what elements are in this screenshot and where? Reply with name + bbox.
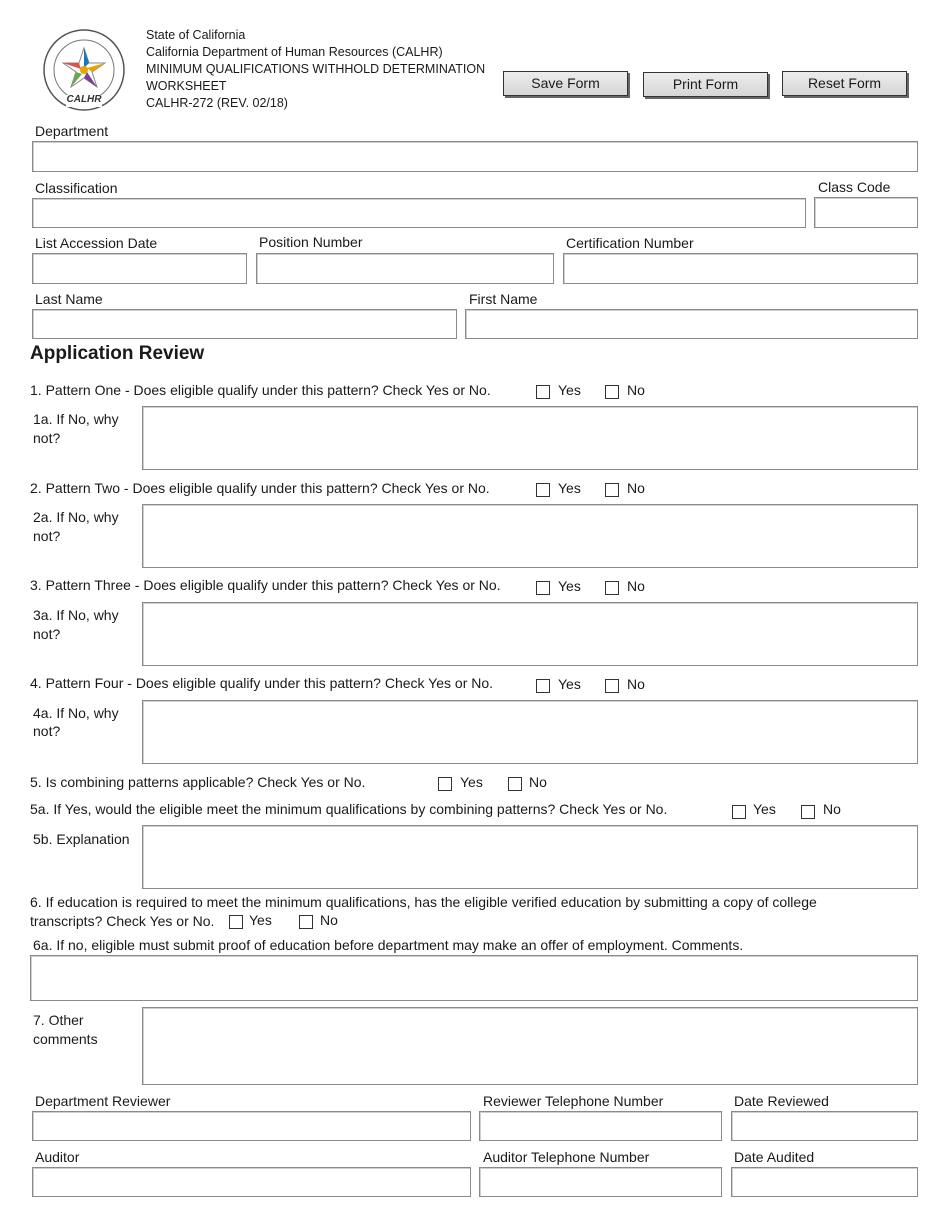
q1-text: 1. Pattern One - Does eligible qualify under this pattern? Check Yes or No. [30, 382, 491, 398]
certification-number-label: Certification Number [566, 235, 694, 251]
q7-label: 7. Other [33, 1012, 84, 1028]
department-field[interactable] [32, 141, 918, 172]
q6-text-2: transcripts? Check Yes or No. [30, 913, 215, 929]
q5-text: 5. Is combining patterns applicable? Check Yes or No. [30, 774, 366, 790]
q7-label-2: comments [33, 1031, 98, 1047]
q4-yes-label: Yes [558, 676, 581, 692]
date-reviewed-field[interactable] [731, 1111, 918, 1141]
q2-yes-label: Yes [558, 480, 581, 496]
position-number-label: Position Number [259, 234, 363, 250]
q1a-label-2: not? [33, 430, 61, 446]
logo-abbrev: CALHR [66, 94, 102, 105]
q2-text: 2. Pattern Two - Does eligible qualify under this pattern? Check Yes or No. [30, 480, 490, 496]
certification-number-field[interactable] [563, 253, 918, 284]
q4-no-checkbox[interactable] [605, 679, 619, 693]
list-accession-date-label: List Accession Date [35, 235, 158, 251]
q4a-field[interactable] [142, 700, 918, 764]
q3a-label: 3a. If No, why [33, 607, 119, 623]
header-form-number: CALHR-272 (REV. 02/18) [146, 96, 288, 110]
q5-yes-label: Yes [460, 774, 483, 790]
q5a-no-label: No [823, 801, 841, 817]
logo-ring-text [40, 16, 128, 17]
q1a-label: 1a. If No, why [33, 411, 119, 427]
q2-no-label: No [627, 480, 645, 496]
q2a-label: 2a. If No, why [33, 509, 119, 525]
print-form-button[interactable]: Print Form [643, 72, 768, 97]
auditor-phone-field[interactable] [479, 1167, 722, 1197]
q5-no-checkbox[interactable] [508, 777, 522, 791]
q7-field[interactable] [142, 1007, 918, 1085]
q4-text: 4. Pattern Four - Does eligible qualify under this pattern? Check Yes or No. [30, 675, 494, 691]
q6a-field[interactable] [30, 955, 918, 1001]
q2-yes-checkbox[interactable] [536, 483, 550, 497]
auditor-label: Auditor [35, 1149, 80, 1165]
header-department: California Department of Human Resources (CALHR) [146, 45, 443, 59]
list-accession-date-field[interactable] [32, 253, 247, 284]
q6-text: 6. If education is required to meet the minimum qualifications, has the eligible verified education by submitting a copy of college [30, 894, 817, 910]
q2a-label-2: not? [33, 528, 61, 544]
last-name-label: Last Name [35, 291, 103, 307]
date-reviewed-label: Date Reviewed [734, 1093, 829, 1109]
q1-yes-checkbox[interactable] [536, 385, 550, 399]
q1-no-checkbox[interactable] [605, 385, 619, 399]
reset-form-button[interactable]: Reset Form [782, 71, 907, 96]
classification-label: Classification [35, 180, 118, 196]
department-reviewer-field[interactable] [32, 1111, 471, 1141]
q3-no-label: No [627, 578, 645, 594]
q5b-label: 5b. Explanation [33, 831, 130, 847]
q3-yes-checkbox[interactable] [536, 581, 550, 595]
q3-yes-label: Yes [558, 578, 581, 594]
last-name-field[interactable] [32, 309, 457, 339]
q3-text: 3. Pattern Three - Does eligible qualify under this pattern? Check Yes or No. [30, 577, 501, 593]
first-name-label: First Name [469, 291, 538, 307]
q6-yes-label: Yes [249, 912, 272, 928]
auditor-phone-label: Auditor Telephone Number [483, 1149, 650, 1165]
first-name-field[interactable] [465, 309, 918, 339]
section-title: Application Review [30, 343, 205, 364]
department-reviewer-label: Department Reviewer [35, 1093, 171, 1109]
q4-yes-checkbox[interactable] [536, 679, 550, 693]
q6-no-label: No [320, 912, 338, 928]
calhr-logo [40, 28, 128, 114]
department-label: Department [35, 123, 109, 139]
q2-no-checkbox[interactable] [605, 483, 619, 497]
q4a-label: 4a. If No, why [33, 705, 119, 721]
q5b-field[interactable] [142, 825, 918, 889]
q2a-field[interactable] [142, 504, 918, 568]
date-audited-field[interactable] [731, 1167, 918, 1197]
header-form-title: MINIMUM QUALIFICATIONS WITHHOLD DETERMINATION [146, 62, 486, 76]
auditor-field[interactable] [32, 1167, 471, 1197]
q5a-text: 5a. If Yes, would the eligible meet the minimum qualifications by combining patterns? Check Yes or No. [30, 801, 668, 817]
class-code-field[interactable] [814, 197, 918, 228]
q5-no-label: No [529, 774, 547, 790]
q5a-yes-checkbox[interactable] [732, 805, 746, 819]
q3a-field[interactable] [142, 602, 918, 666]
q6a-text: 6a. If no, eligible must submit proof of education before department may make an offer of employment. Comments. [33, 937, 744, 953]
q1-no-label: No [627, 382, 645, 398]
q3a-label-2: not? [33, 626, 61, 642]
q6-no-checkbox[interactable] [299, 915, 313, 929]
q5a-no-checkbox[interactable] [801, 805, 815, 819]
reviewer-phone-label: Reviewer Telephone Number [483, 1093, 664, 1109]
q4a-label-2: not? [33, 723, 61, 739]
q5-yes-checkbox[interactable] [438, 777, 452, 791]
classification-field[interactable] [32, 198, 806, 228]
q1a-field[interactable] [142, 406, 918, 470]
header-form-title-2: WORKSHEET [146, 79, 227, 93]
q3-no-checkbox[interactable] [605, 581, 619, 595]
save-form-button[interactable]: Save Form [503, 71, 628, 96]
class-code-label: Class Code [818, 179, 891, 195]
q5a-yes-label: Yes [753, 801, 776, 817]
q6-yes-checkbox[interactable] [229, 915, 243, 929]
q1-yes-label: Yes [558, 382, 581, 398]
reviewer-phone-field[interactable] [479, 1111, 722, 1141]
date-audited-label: Date Audited [734, 1149, 815, 1165]
q4-no-label: No [627, 676, 645, 692]
position-number-field[interactable] [256, 253, 554, 284]
header-state: State of California [146, 28, 246, 42]
